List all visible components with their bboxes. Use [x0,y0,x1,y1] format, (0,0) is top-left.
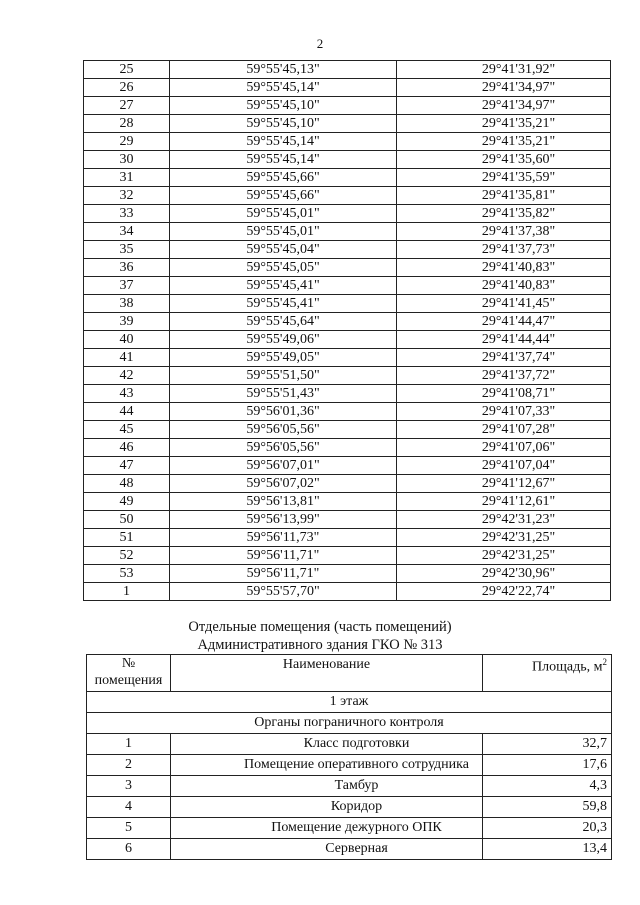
section-row [87,713,612,734]
latitude-cell: 59°56'11,71" [170,547,397,565]
point-number: 29 [84,133,170,151]
longitude-cell: 29°41'37,38" [397,223,611,241]
point-number: 28 [84,115,170,133]
point-number: 26 [84,79,170,97]
coordinate-row [84,187,611,205]
coordinate-row [84,115,611,133]
point-number: 31 [84,169,170,187]
longitude-cell: 29°41'40,83" [397,259,611,277]
room-number: 1 [87,734,171,755]
coordinate-row [84,277,611,295]
latitude-cell: 59°55'45,10" [170,97,397,115]
room-number: 4 [87,797,171,818]
room-number: 3 [87,776,171,797]
longitude-cell: 29°41'41,45" [397,295,611,313]
rooms-table [86,654,612,860]
longitude-cell: 29°42'22,74" [397,583,611,601]
latitude-cell: 59°56'07,01" [170,457,397,475]
point-number: 1 [84,583,170,601]
point-number: 50 [84,511,170,529]
room-area: 4,3 [483,776,612,797]
rooms-header-row [87,655,612,692]
longitude-cell: 29°42'31,23" [397,511,611,529]
room-name: Тамбур [171,776,483,797]
room-number: 6 [87,839,171,860]
room-row [87,797,612,818]
header-room-area-label: Площадь, м [532,659,603,675]
latitude-cell: 59°55'45,66" [170,169,397,187]
latitude-cell: 59°55'57,70" [170,583,397,601]
longitude-cell: 29°41'07,28" [397,421,611,439]
longitude-cell: 29°41'35,81" [397,187,611,205]
longitude-cell: 29°41'35,59" [397,169,611,187]
longitude-cell: 29°41'35,21" [397,115,611,133]
coordinates-table-body [84,61,611,601]
point-number: 32 [84,187,170,205]
latitude-cell: 59°56'01,36" [170,403,397,421]
longitude-cell: 29°41'35,60" [397,151,611,169]
rooms-title-line2: Административного здания ГКО № 313 [197,637,443,653]
rooms-title-line1: Отдельные помещения (часть помещений) [188,619,452,635]
room-name: Помещение оперативного сотрудника [171,755,483,776]
floor-label: 1 этаж [87,692,612,713]
room-row [87,734,612,755]
point-number: 52 [84,547,170,565]
header-room-number-line2: помещения [94,673,163,688]
header-room-number-line1: № [121,656,136,671]
point-number: 47 [84,457,170,475]
header-room-area-sup: 2 [602,657,607,667]
point-number: 45 [84,421,170,439]
coordinate-row [84,565,611,583]
room-area: 13,4 [483,839,612,860]
coordinate-row [84,151,611,169]
longitude-cell: 29°41'37,72" [397,367,611,385]
longitude-cell: 29°41'35,82" [397,205,611,223]
point-number: 35 [84,241,170,259]
page-number: 2 [316,36,324,51]
room-number: 2 [87,755,171,776]
latitude-cell: 59°55'45,04" [170,241,397,259]
point-number: 25 [84,61,170,79]
latitude-cell: 59°56'11,71" [170,565,397,583]
latitude-cell: 59°55'45,13" [170,61,397,79]
longitude-cell: 29°41'37,73" [397,241,611,259]
point-number: 49 [84,493,170,511]
point-number: 46 [84,439,170,457]
longitude-cell: 29°42'31,25" [397,547,611,565]
point-number: 37 [84,277,170,295]
coordinate-row [84,79,611,97]
point-number: 27 [84,97,170,115]
point-number: 40 [84,331,170,349]
coordinate-row [84,403,611,421]
point-number: 51 [84,529,170,547]
point-number: 44 [84,403,170,421]
latitude-cell: 59°56'13,81" [170,493,397,511]
coordinate-row [84,583,611,601]
coordinate-row [84,205,611,223]
coordinate-row [84,385,611,403]
coordinate-row [84,295,611,313]
point-number: 38 [84,295,170,313]
latitude-cell: 59°55'51,43" [170,385,397,403]
header-room-name: Наименование [171,655,483,692]
floor-row [87,692,612,713]
room-row [87,818,612,839]
coordinate-row [84,223,611,241]
section-label: Органы пограничного контроля [87,713,612,734]
coordinate-row [84,259,611,277]
coordinate-row [84,511,611,529]
room-name: Помещение дежурного ОПК [171,818,483,839]
coordinate-row [84,475,611,493]
room-row [87,776,612,797]
longitude-cell: 29°42'31,25" [397,529,611,547]
room-name: Класс подготовки [171,734,483,755]
latitude-cell: 59°56'05,56" [170,439,397,457]
point-number: 36 [84,259,170,277]
latitude-cell: 59°55'45,10" [170,115,397,133]
point-number: 43 [84,385,170,403]
latitude-cell: 59°55'45,41" [170,277,397,295]
longitude-cell: 29°41'34,97" [397,79,611,97]
room-area: 59,8 [483,797,612,818]
point-number: 53 [84,565,170,583]
point-number: 34 [84,223,170,241]
coordinate-row [84,241,611,259]
latitude-cell: 59°55'45,14" [170,133,397,151]
point-number: 30 [84,151,170,169]
coordinate-row [84,133,611,151]
latitude-cell: 59°55'45,14" [170,79,397,97]
coordinate-row [84,367,611,385]
point-number: 33 [84,205,170,223]
coordinates-table [83,60,611,601]
header-room-number [87,655,171,692]
longitude-cell: 29°41'07,33" [397,403,611,421]
point-number: 42 [84,367,170,385]
longitude-cell: 29°41'07,06" [397,439,611,457]
header-room-area [483,655,612,692]
longitude-cell: 29°41'34,97" [397,97,611,115]
latitude-cell: 59°55'49,06" [170,331,397,349]
latitude-cell: 59°56'11,73" [170,529,397,547]
latitude-cell: 59°55'45,66" [170,187,397,205]
room-number: 5 [87,818,171,839]
longitude-cell: 29°42'30,96" [397,565,611,583]
latitude-cell: 59°55'45,05" [170,259,397,277]
point-number: 39 [84,313,170,331]
point-number: 48 [84,475,170,493]
latitude-cell: 59°56'05,56" [170,421,397,439]
room-area: 32,7 [483,734,612,755]
point-number: 41 [84,349,170,367]
coordinate-row [84,331,611,349]
room-area: 17,6 [483,755,612,776]
latitude-cell: 59°55'49,05" [170,349,397,367]
longitude-cell: 29°41'35,21" [397,133,611,151]
coordinate-row [84,61,611,79]
longitude-cell: 29°41'37,74" [397,349,611,367]
coordinate-row [84,97,611,115]
longitude-cell: 29°41'12,61" [397,493,611,511]
coordinate-row [84,439,611,457]
latitude-cell: 59°56'13,99" [170,511,397,529]
coordinate-row [84,529,611,547]
longitude-cell: 29°41'08,71" [397,385,611,403]
coordinate-row [84,349,611,367]
rooms-table-body [87,692,612,860]
latitude-cell: 59°55'45,64" [170,313,397,331]
coordinate-row [84,457,611,475]
longitude-cell: 29°41'44,47" [397,313,611,331]
longitude-cell: 29°41'07,04" [397,457,611,475]
longitude-cell: 29°41'31,92" [397,61,611,79]
coordinate-row [84,493,611,511]
coordinate-row [84,313,611,331]
coordinate-row [84,547,611,565]
latitude-cell: 59°56'07,02" [170,475,397,493]
longitude-cell: 29°41'44,44" [397,331,611,349]
latitude-cell: 59°55'45,14" [170,151,397,169]
coordinate-row [84,169,611,187]
room-row [87,839,612,860]
latitude-cell: 59°55'45,01" [170,205,397,223]
room-name: Серверная [171,839,483,860]
room-row [87,755,612,776]
room-area: 20,3 [483,818,612,839]
longitude-cell: 29°41'40,83" [397,277,611,295]
latitude-cell: 59°55'45,41" [170,295,397,313]
latitude-cell: 59°55'51,50" [170,367,397,385]
latitude-cell: 59°55'45,01" [170,223,397,241]
longitude-cell: 29°41'12,67" [397,475,611,493]
coordinate-row [84,421,611,439]
room-name: Коридор [171,797,483,818]
